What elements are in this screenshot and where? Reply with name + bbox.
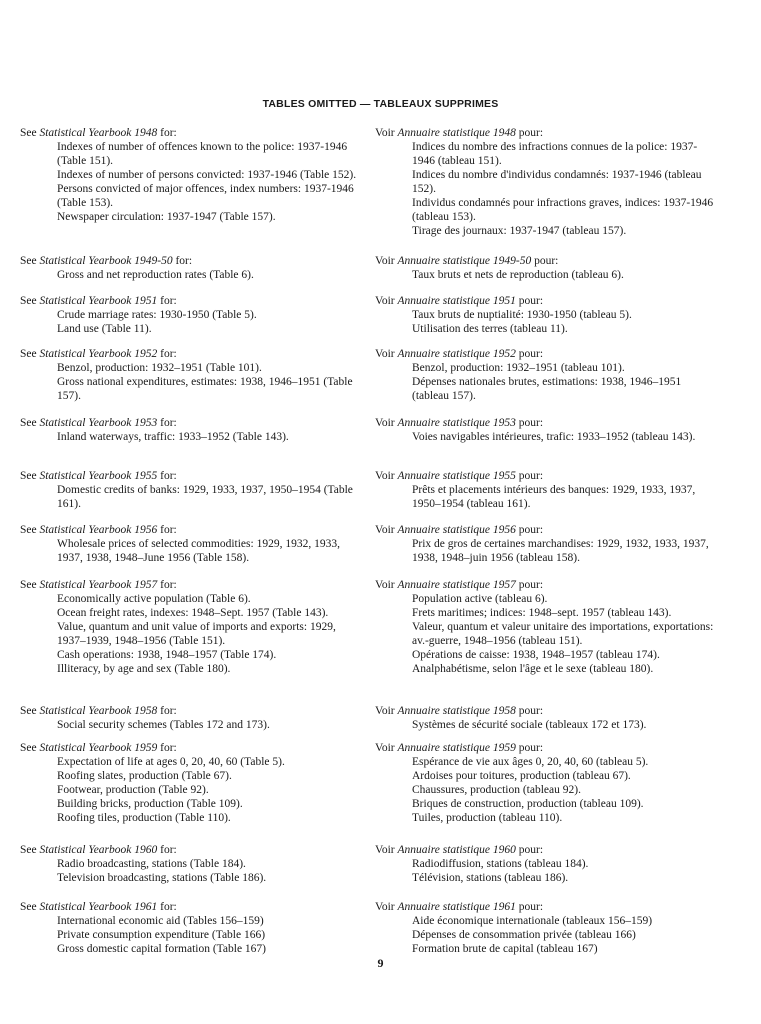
reference-block-fr xyxy=(375,741,720,825)
reference-block-fr xyxy=(375,523,720,565)
reference-heading xyxy=(20,469,365,483)
heading-prefix: See xyxy=(20,470,40,482)
omitted-table-item: Taux bruts et nets de reproduction (tableau 6). xyxy=(412,269,624,281)
heading-prefix: Voir xyxy=(375,579,398,591)
omitted-table-item: Voies navigables intérieures, trafic: 1933–1952 (tableau 143). xyxy=(412,431,696,443)
omitted-table-item: International economic aid (Tables 156–159) xyxy=(57,915,264,927)
heading-prefix: See xyxy=(20,295,40,307)
omitted-table-item: Prix de gros de certaines marchandises: 1929, 1932, 1933, 1937, 1938, 1948–juin 1956 (tableau 158). xyxy=(412,538,709,564)
omitted-table-item: Systèmes de sécurité sociale (tableaux 172 et 173). xyxy=(412,719,647,731)
yearbook-title: Annuaire statistique 1952 xyxy=(397,348,516,360)
heading-prefix: Voir xyxy=(375,705,398,717)
omitted-table-item: Formation brute de capital (tableau 167) xyxy=(412,943,598,955)
reference-heading xyxy=(375,843,720,857)
heading-prefix: Voir xyxy=(375,844,398,856)
reference-block-en xyxy=(20,741,365,825)
reference-block-fr xyxy=(375,578,720,676)
omitted-table-item: Radio broadcasting, stations (Table 184). xyxy=(57,858,246,870)
heading-prefix: See xyxy=(20,705,40,717)
omitted-table-item: Roofing slates, production (Table 67). xyxy=(57,770,232,782)
heading-prefix: See xyxy=(20,255,40,267)
reference-heading xyxy=(20,741,365,755)
yearbook-title: Annuaire statistique 1956 xyxy=(397,524,516,536)
omitted-table-item: Footwear, production (Table 92). xyxy=(57,784,209,796)
heading-suffix: for: xyxy=(157,579,177,591)
reference-block-en xyxy=(20,704,365,732)
yearbook-title: Annuaire statistique 1961 xyxy=(397,901,516,913)
heading-suffix: pour: xyxy=(515,470,544,482)
omitted-table-item: Benzol, production: 1932–1951 (tableau 101). xyxy=(412,362,625,374)
omitted-table-item: Roofing tiles, production (Table 110). xyxy=(57,812,231,824)
reference-heading xyxy=(20,294,365,308)
reference-block-fr xyxy=(375,900,720,956)
heading-prefix: See xyxy=(20,844,40,856)
heading-prefix: Voir xyxy=(375,742,398,754)
omitted-table-item: Tirage des journaux: 1937-1947 (tableau 157). xyxy=(412,225,627,237)
page-number: 9 xyxy=(377,956,384,970)
omitted-table-list xyxy=(412,857,720,885)
yearbook-title: Statistical Yearbook 1955 xyxy=(39,470,158,482)
reference-block-en xyxy=(20,416,365,444)
reference-heading xyxy=(375,469,720,483)
omitted-table-list xyxy=(412,268,720,282)
reference-heading xyxy=(20,126,365,140)
yearbook-title: Annuaire statistique 1958 xyxy=(397,705,516,717)
omitted-table-list xyxy=(412,140,720,238)
heading-suffix: pour: xyxy=(515,524,544,536)
reference-block-fr xyxy=(375,469,720,511)
reference-heading xyxy=(375,416,720,430)
yearbook-title: Statistical Yearbook 1952 xyxy=(39,348,158,360)
omitted-table-list xyxy=(412,537,720,565)
omitted-table-item: Gross domestic capital formation (Table 167) xyxy=(57,943,267,955)
omitted-table-item: Opérations de caisse: 1938, 1948–1957 (tableau 174). xyxy=(412,649,660,661)
reference-block-en xyxy=(20,347,365,403)
yearbook-title: Annuaire statistique 1949-50 xyxy=(397,255,532,267)
heading-suffix: pour: xyxy=(515,742,544,754)
reference-block-fr xyxy=(375,294,720,336)
heading-suffix: pour: xyxy=(515,579,544,591)
heading-suffix: for: xyxy=(157,348,177,360)
heading-suffix: for: xyxy=(157,417,177,429)
yearbook-title: Annuaire statistique 1957 xyxy=(397,579,516,591)
omitted-table-list xyxy=(412,483,720,511)
omitted-table-list xyxy=(412,592,720,676)
omitted-table-list xyxy=(412,914,720,956)
omitted-table-item: Frets maritimes; indices: 1948–sept. 1957 (tableau 143). xyxy=(412,607,672,619)
heading-prefix: Voir xyxy=(375,295,398,307)
omitted-table-item: Value, quantum and unit value of imports and exports: 1929, 1937–1939, 1948–1956 (Table 151). xyxy=(57,621,336,647)
heading-suffix: pour: xyxy=(515,705,544,717)
omitted-table-item: Social security schemes (Tables 172 and 173). xyxy=(57,719,270,731)
omitted-table-item: Radiodiffusion, stations (tableau 184). xyxy=(412,858,589,870)
omitted-table-item: Economically active population (Table 6). xyxy=(57,593,251,605)
yearbook-title: Annuaire statistique 1959 xyxy=(397,742,516,754)
omitted-table-item: Dépenses de consommation privée (tableau 166) xyxy=(412,929,636,941)
omitted-table-item: Benzol, production: 1932–1951 (Table 101). xyxy=(57,362,262,374)
reference-block-fr xyxy=(375,254,720,282)
heading-suffix: for: xyxy=(157,295,177,307)
omitted-table-list xyxy=(412,430,720,444)
omitted-table-item: Valeur, quantum et valeur unitaire des importations, exportations: av.-guerre, 1948–1956 (tableau 151). xyxy=(412,621,714,647)
heading-prefix: Voir xyxy=(375,524,398,536)
omitted-table-item: Tuiles, production (tableau 110). xyxy=(412,812,563,824)
heading-suffix: pour: xyxy=(515,844,544,856)
omitted-table-item: Gross and net reproduction rates (Table 6). xyxy=(57,269,254,281)
heading-suffix: for: xyxy=(157,470,177,482)
omitted-table-item: Briques de construction, production (tableau 109). xyxy=(412,798,644,810)
omitted-table-item: Expectation of life at ages 0, 20, 40, 60 (Table 5). xyxy=(57,756,285,768)
omitted-table-list xyxy=(57,140,365,224)
heading-prefix: See xyxy=(20,127,40,139)
reference-heading xyxy=(375,900,720,914)
heading-prefix: Voir xyxy=(375,901,398,913)
yearbook-title: Statistical Yearbook 1959 xyxy=(39,742,158,754)
omitted-table-item: Dépenses nationales brutes, estimations: 1938, 1946–1951 (tableau 157). xyxy=(412,376,682,402)
omitted-table-list xyxy=(412,361,720,403)
omitted-table-list xyxy=(57,483,365,511)
reference-block-en xyxy=(20,126,365,224)
heading-prefix: See xyxy=(20,742,40,754)
omitted-table-item: Land use (Table 11). xyxy=(57,323,152,335)
reference-heading xyxy=(375,741,720,755)
heading-suffix: pour: xyxy=(515,295,544,307)
heading-suffix: for: xyxy=(157,705,177,717)
reference-block-fr xyxy=(375,704,720,732)
heading-prefix: Voir xyxy=(375,127,398,139)
heading-prefix: See xyxy=(20,901,40,913)
heading-suffix: for: xyxy=(157,742,177,754)
heading-prefix: Voir xyxy=(375,417,398,429)
heading-suffix: pour: xyxy=(515,348,544,360)
omitted-table-item: Cash operations: 1938, 1948–1957 (Table 174). xyxy=(57,649,277,661)
heading-suffix: for: xyxy=(157,844,177,856)
omitted-table-item: Indexes of number of offences known to the police: 1937-1946 (Table 151). xyxy=(57,141,348,167)
omitted-table-item: Individus condamnés pour infractions graves, indices: 1937-1946 (tableau 153). xyxy=(412,197,714,223)
heading-prefix: Voir xyxy=(375,348,398,360)
yearbook-title: Annuaire statistique 1960 xyxy=(397,844,516,856)
heading-prefix: Voir xyxy=(375,470,398,482)
yearbook-title: Annuaire statistique 1955 xyxy=(397,470,516,482)
reference-block-en xyxy=(20,523,365,565)
heading-suffix: pour: xyxy=(531,255,559,267)
heading-prefix: Voir xyxy=(375,255,398,267)
heading-prefix: See xyxy=(20,417,40,429)
yearbook-title: Annuaire statistique 1948 xyxy=(397,127,516,139)
omitted-table-item: Ocean freight rates, indexes: 1948–Sept. 1957 (Table 143). xyxy=(57,607,329,619)
reference-heading xyxy=(20,254,365,268)
omitted-table-list xyxy=(57,430,365,444)
reference-heading xyxy=(375,578,720,592)
omitted-table-item: Building bricks, production (Table 109). xyxy=(57,798,243,810)
heading-suffix: pour: xyxy=(515,417,544,429)
reference-heading xyxy=(20,704,365,718)
reference-heading xyxy=(375,254,720,268)
omitted-table-item: Prêts et placements intérieurs des banques: 1929, 1933, 1937, 1950–1954 (tableau 161). xyxy=(412,484,696,510)
omitted-table-item: Newspaper circulation: 1937-1947 (Table 157). xyxy=(57,211,276,223)
heading-prefix: See xyxy=(20,579,40,591)
omitted-table-item: Private consumption expenditure (Table 166) xyxy=(57,929,266,941)
heading-suffix: for: xyxy=(157,524,177,536)
omitted-table-list xyxy=(57,361,365,403)
yearbook-title: Statistical Yearbook 1949-50 xyxy=(39,255,173,267)
yearbook-title: Statistical Yearbook 1956 xyxy=(39,524,158,536)
omitted-table-list xyxy=(57,268,365,282)
heading-suffix: pour: xyxy=(515,901,544,913)
reference-heading xyxy=(20,416,365,430)
omitted-table-item: Television broadcasting, stations (Table 186). xyxy=(57,872,267,884)
omitted-table-item: Wholesale prices of selected commodities: 1929, 1932, 1933, 1937, 1938, 1948–June 1956 (Table 158). xyxy=(57,538,340,564)
reference-heading xyxy=(375,126,720,140)
omitted-table-item: Persons convicted of major offences, index numbers: 1937-1946 (Table 153). xyxy=(57,183,354,209)
omitted-table-item: Télévision, stations (tableau 186). xyxy=(412,872,569,884)
omitted-table-list xyxy=(57,592,365,676)
yearbook-title: Statistical Yearbook 1951 xyxy=(39,295,158,307)
omitted-table-list xyxy=(57,718,365,732)
reference-heading xyxy=(375,704,720,718)
reference-heading xyxy=(20,578,365,592)
reference-block-en xyxy=(20,578,365,676)
omitted-table-list xyxy=(57,755,365,825)
reference-heading xyxy=(20,523,365,537)
reference-block-fr xyxy=(375,843,720,885)
reference-heading xyxy=(20,843,365,857)
omitted-table-item: Illiteracy, by age and sex (Table 180). xyxy=(57,663,231,675)
omitted-table-list xyxy=(412,308,720,336)
yearbook-title: Statistical Yearbook 1958 xyxy=(39,705,158,717)
omitted-table-item: Inland waterways, traffic: 1933–1952 (Table 143). xyxy=(57,431,289,443)
reference-heading xyxy=(375,294,720,308)
omitted-table-item: Crude marriage rates: 1930-1950 (Table 5). xyxy=(57,309,257,321)
omitted-table-list xyxy=(412,718,720,732)
omitted-table-item: Aide économique internationale (tableaux 156–159) xyxy=(412,915,653,927)
omitted-table-item: Population active (tableau 6). xyxy=(412,593,548,605)
omitted-table-list xyxy=(57,308,365,336)
yearbook-title: Statistical Yearbook 1953 xyxy=(39,417,158,429)
page-title: TABLES OMITTED — TABLEAUX SUPPRIMES xyxy=(262,98,499,110)
omitted-table-item: Analphabétisme, selon l'âge et le sexe (tableau 180). xyxy=(412,663,654,675)
omitted-table-list xyxy=(57,537,365,565)
omitted-table-list xyxy=(57,914,365,956)
omitted-table-item: Indices du nombre des infractions connues de la police: 1937-1946 (tableau 151). xyxy=(412,141,698,167)
reference-block-fr xyxy=(375,347,720,403)
omitted-table-item: Ardoises pour toitures, production (tableau 67). xyxy=(412,770,631,782)
reference-block-en xyxy=(20,294,365,336)
omitted-table-item: Gross national expenditures, estimates: 1938, 1946–1951 (Table 157). xyxy=(57,376,353,402)
reference-heading xyxy=(20,900,365,914)
heading-prefix: See xyxy=(20,348,40,360)
omitted-table-item: Taux bruts de nuptialité: 1930-1950 (tableau 5). xyxy=(412,309,632,321)
omitted-table-list xyxy=(412,755,720,825)
reference-heading xyxy=(20,347,365,361)
reference-block-fr xyxy=(375,126,720,238)
heading-suffix: pour: xyxy=(515,127,544,139)
omitted-table-item: Indices du nombre d'individus condamnés: 1937-1946 (tableau 152). xyxy=(412,169,702,195)
heading-suffix: for: xyxy=(157,901,177,913)
reference-heading xyxy=(375,523,720,537)
heading-suffix: for: xyxy=(172,255,193,267)
yearbook-title: Annuaire statistique 1953 xyxy=(397,417,516,429)
omitted-table-item: Chaussures, production (tableau 92). xyxy=(412,784,581,796)
reference-heading xyxy=(375,347,720,361)
yearbook-title: Annuaire statistique 1951 xyxy=(397,295,516,307)
reference-block-en xyxy=(20,254,365,282)
yearbook-title: Statistical Yearbook 1957 xyxy=(39,579,158,591)
omitted-table-item: Utilisation des terres (tableau 11). xyxy=(412,323,568,335)
reference-block-en xyxy=(20,469,365,511)
yearbook-title: Statistical Yearbook 1960 xyxy=(39,844,158,856)
reference-block-fr xyxy=(375,416,720,444)
reference-block-en xyxy=(20,843,365,885)
reference-block-en xyxy=(20,900,365,956)
heading-prefix: See xyxy=(20,524,40,536)
yearbook-title: Statistical Yearbook 1961 xyxy=(39,901,158,913)
heading-suffix: for: xyxy=(157,127,177,139)
omitted-table-list xyxy=(57,857,365,885)
yearbook-title: Statistical Yearbook 1948 xyxy=(39,127,158,139)
omitted-table-item: Indexes of number of persons convicted: 1937-1946 (Table 152). xyxy=(57,169,357,181)
omitted-table-item: Domestic credits of banks: 1929, 1933, 1937, 1950–1954 (Table 161). xyxy=(57,484,353,510)
omitted-table-item: Espérance de vie aux âges 0, 20, 40, 60 (tableau 5). xyxy=(412,756,649,768)
